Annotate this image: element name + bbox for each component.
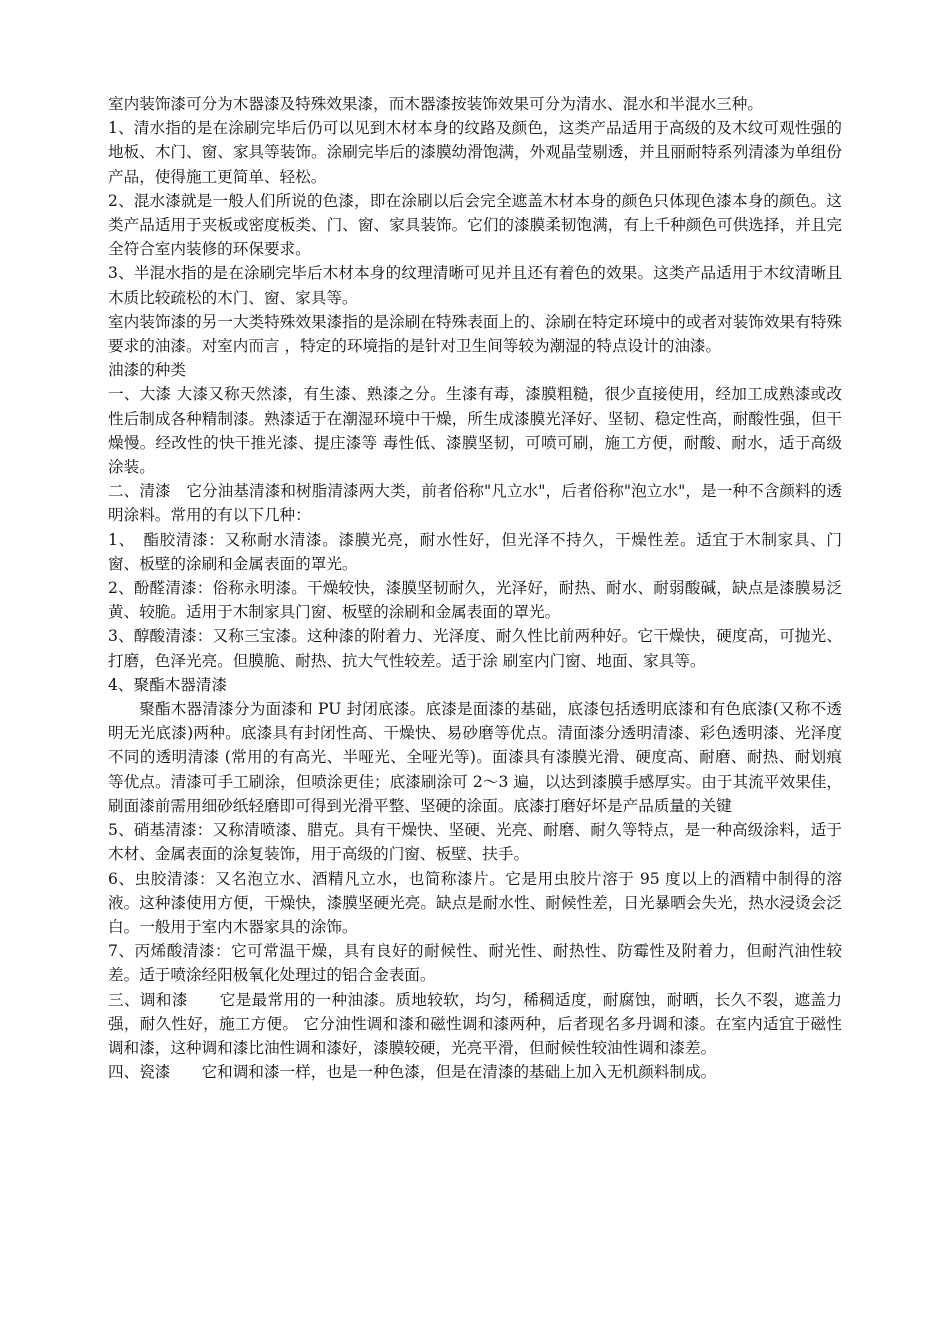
paragraph-mixed-water: 2、混水漆就是一般人们所说的色漆，即在涂刷以后会完全遮盖木材本身的颜色只体现色漆本身的颜色。这类产品适用于夹板或密度板类、门、窗、家具装饰。它们的漆膜柔韧饱满，有上千种颜色可供选择，并且完全符合室内装修的环保要求。 <box>108 191 842 259</box>
intro-paragraph: 室内装饰漆可分为木器漆及特殊效果漆，而木器漆按装饰效果可分为清水、混水和半混水三种。 <box>108 95 763 113</box>
paragraph-blend-paint: 三、调和漆 它是最常用的一种油漆。质地较软，均匀，稀稠适度，耐腐蚀，耐晒，长久不裂，遮盖力强，耐久性好，施工方便。 它分油性调和漆和磁性调和漆两种，后者现名多丹调和漆。在室内适宜于磁性调和漆，这种调和漆比油性调和漆好，漆膜较硬，光亮平滑，但耐候性较油性调和漆差。 <box>108 990 842 1057</box>
paragraph-lacquer: 一、大漆 大漆又称天然漆，有生漆、熟漆之分。生漆有毒，漆膜粗糙，很少直接使用，经加工成熟漆或改性后制成各种精制漆。熟漆适于在潮湿环境中干燥，所生成漆膜光泽好、坚韧、稳定性高，耐酸性强，但干燥慢。经改性的快干推光漆、提庄漆等 毒性低、漆膜坚韧，可喷可刷，施工方便，耐酸、耐水，适于高级涂装。 <box>108 385 842 477</box>
document-page <box>108 92 842 1084</box>
paragraph-semi-mixed: 3、半混水指的是在涂刷完毕后木材本身的纹理清晰可见并且还有着色的效果。这类产品适用于木纹清晰且木质比较疏松的木门、窗、家具等。 <box>108 264 842 307</box>
section-heading-paint-types: 油漆的种类 <box>108 361 186 380</box>
paragraph-enamel: 四、瓷漆 它和调和漆一样，也是一种色漆，但是在清漆的基础上加入无机颜料制成。 <box>108 1063 717 1082</box>
paragraph-shellac-varnish: 6、虫胶清漆：又名泡立水、酒精凡立水，也简称漆片。它是用虫胶片溶于 95 度以上的酒精中制得的溶液。这种漆使用方便，干燥快，漆膜坚硬光亮。缺点是耐水性、耐候性差，日光暴晒会失光，热水浸烫会泛白。一般用于室内木器家具的涂饰。 <box>108 869 842 936</box>
paragraph-acrylic-varnish: 7、丙烯酸清漆：它可常温干燥，具有良好的耐候性、耐光性、耐热性、防霉性及附着力，但耐汽油性较差。适于喷涂经阳极氧化处理过的铝合金表面。 <box>108 942 842 985</box>
paragraph-clear-water: 1、清水指的是在涂刷完毕后仍可以见到木材本身的纹路及颜色，这类产品适用于高级的及木纹可观性强的地板、木门、窗、家具等装饰。涂刷完毕后的漆膜幼滑饱满，外观晶莹剔透，并且丽耐特系列清漆为单组份产品，使得施工更简单、轻松。 <box>108 119 842 186</box>
heading-polyester-varnish: 4、聚酯木器清漆 <box>108 675 228 694</box>
paragraph-phenolic-varnish: 2、酚醛清漆：俗称永明漆。干燥较快，漆膜坚韧耐久，光泽好，耐热、耐水、耐弱酸碱，缺点是漆膜易泛黄、较脆。适用于木制家具门窗、板壁的涂刷和金属表面的罩光。 <box>108 579 842 622</box>
paragraph-polyester-varnish: 聚酯木器清漆分为面漆和 PU 封闭底漆。底漆是面漆的基础，底漆包括透明底漆和有色底漆(又称不透明无光底漆)两种。底漆具有封闭性高、干燥快、易砂磨等优点。清面漆分透明清漆、彩色透明漆、光泽度不同的透明清漆 (常用的有高光、半哑光、全哑光等)。面漆具有漆膜光滑、硬度高、耐磨、耐热、耐划痕等优点。清漆可手工刷涂，但喷涂更佳；底漆刷涂可 2～3 遍，以达到漆膜手感厚实。由于其流平效果佳，刷面漆前需用细砂纸轻磨即可得到光滑平整、坚硬的涂面。底漆打磨好坏是产品质量的关键 <box>108 700 842 815</box>
paragraph-nitro-varnish: 5、硝基清漆：又称清喷漆、腊克。具有干燥快、坚硬、光亮、耐磨、耐久等特点，是一种高级涂料，适于木材、金属表面的涂复装饰，用于高级的门窗、板壁、扶手。 <box>108 821 842 864</box>
paragraph-varnish: 二、清漆 它分油基清漆和树脂清漆两大类，前者俗称"凡立水"，后者俗称"泡立水"，是一种不含颜料的透明涂料。常用的有以下几种： <box>108 482 842 525</box>
paragraph-alkyd-varnish: 3、醇酸清漆：又称三宝漆。这种漆的附着力、光泽度、耐久性比前两种好。它干燥快，硬度高，可抛光、打磨，色泽光亮。但膜脆、耐热、抗大气性较差。适于涂 刷室内门窗、地面、家具等。 <box>108 627 842 670</box>
paragraph-ester-varnish: 1、 酯胶清漆：又称耐水清漆。漆膜光亮，耐水性好，但光泽不持久，干燥性差。适宜于木制家具、门窗、板壁的涂刷和金属表面的罩光。 <box>108 530 842 573</box>
paragraph-special-effect: 室内装饰漆的另一大类特殊效果漆指的是涂刷在特殊表面上的、涂刷在特定环境中的或者对装饰效果有特殊要求的油漆。对室内而言 ，特定的环境指的是针对卫生间等较为潮湿的特点设计的油漆。 <box>108 312 842 356</box>
